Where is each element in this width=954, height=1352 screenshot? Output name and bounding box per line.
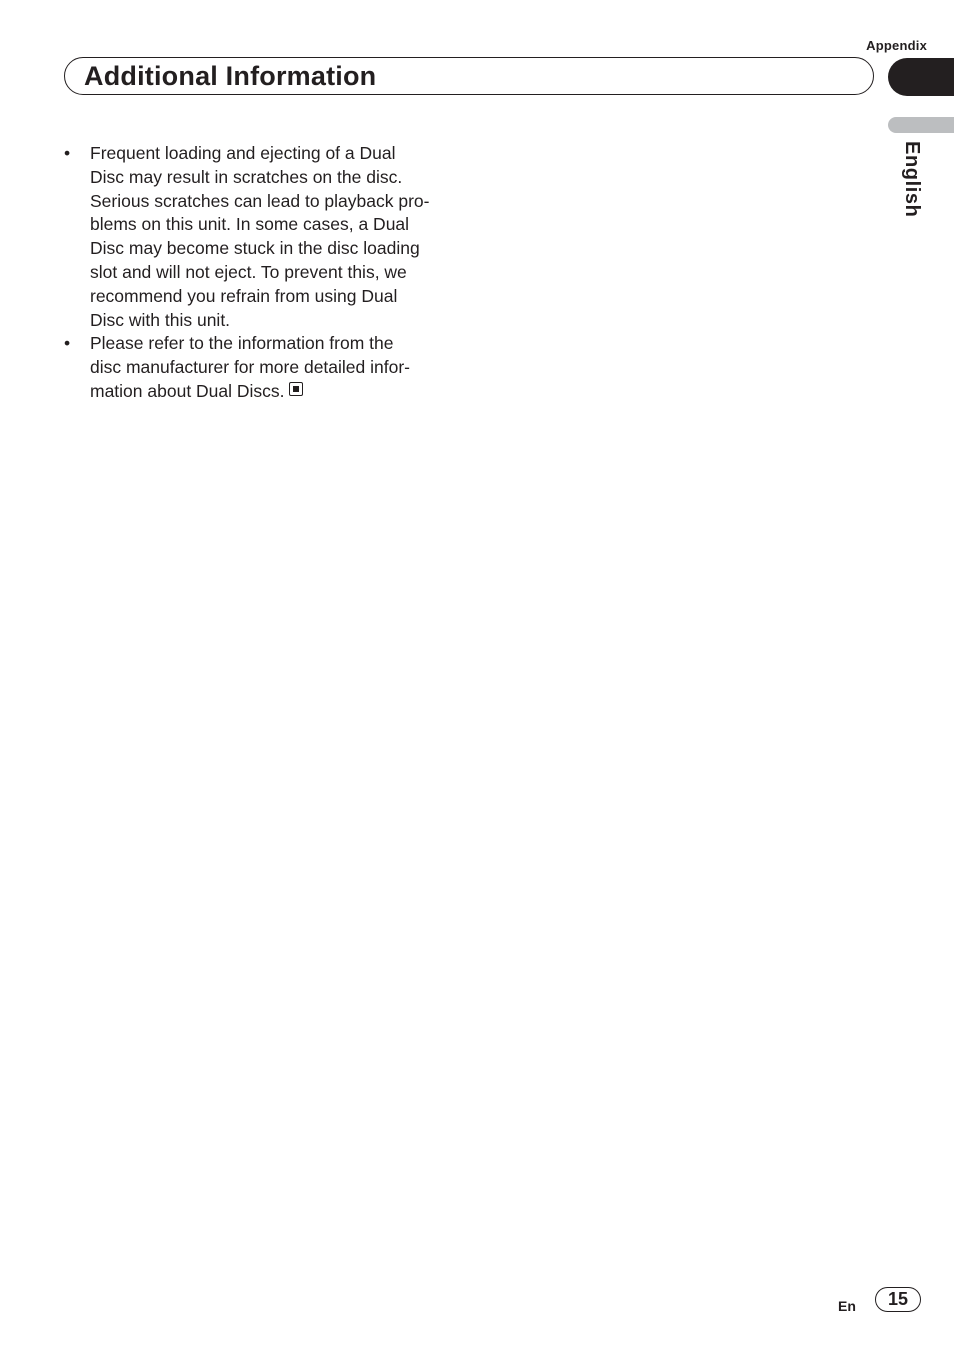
text-line: Disc with this unit. bbox=[90, 309, 231, 330]
text-line: Serious scratches can lead to playback pro- bbox=[90, 190, 430, 211]
text-line: blems on this unit. In some cases, a Dual bbox=[90, 214, 410, 235]
text-line: slot and will not eject. To prevent this, we bbox=[90, 261, 407, 282]
section-tab bbox=[888, 58, 954, 96]
list-item bbox=[62, 332, 462, 403]
text-line: Frequent loading and ejecting of a Dual bbox=[90, 143, 396, 163]
text-line: mation about Dual Discs. bbox=[90, 380, 285, 401]
language-code: En bbox=[838, 1298, 856, 1314]
content bbox=[62, 142, 462, 404]
text-line: Please refer to the information from the bbox=[90, 333, 394, 354]
page-number: 15 bbox=[875, 1287, 921, 1312]
title-bar bbox=[64, 57, 874, 95]
text-line: recommend you refrain from using Dual bbox=[90, 285, 398, 306]
language-label: English bbox=[901, 141, 923, 218]
language-tab bbox=[888, 117, 954, 133]
bullet-dot: • bbox=[64, 143, 71, 163]
end-of-section-square-icon bbox=[289, 382, 303, 396]
appendix-label: Appendix bbox=[866, 38, 927, 53]
bullet-dot: • bbox=[64, 333, 71, 354]
page-title: Additional Information bbox=[84, 61, 377, 91]
list-item bbox=[62, 142, 462, 332]
bullet-list bbox=[62, 142, 462, 404]
text-line: disc manufacturer for more detailed infor- bbox=[90, 357, 410, 378]
text-line: Disc may result in scratches on the disc. bbox=[90, 166, 403, 187]
text-line: Disc may become stuck in the disc loading bbox=[90, 238, 420, 259]
